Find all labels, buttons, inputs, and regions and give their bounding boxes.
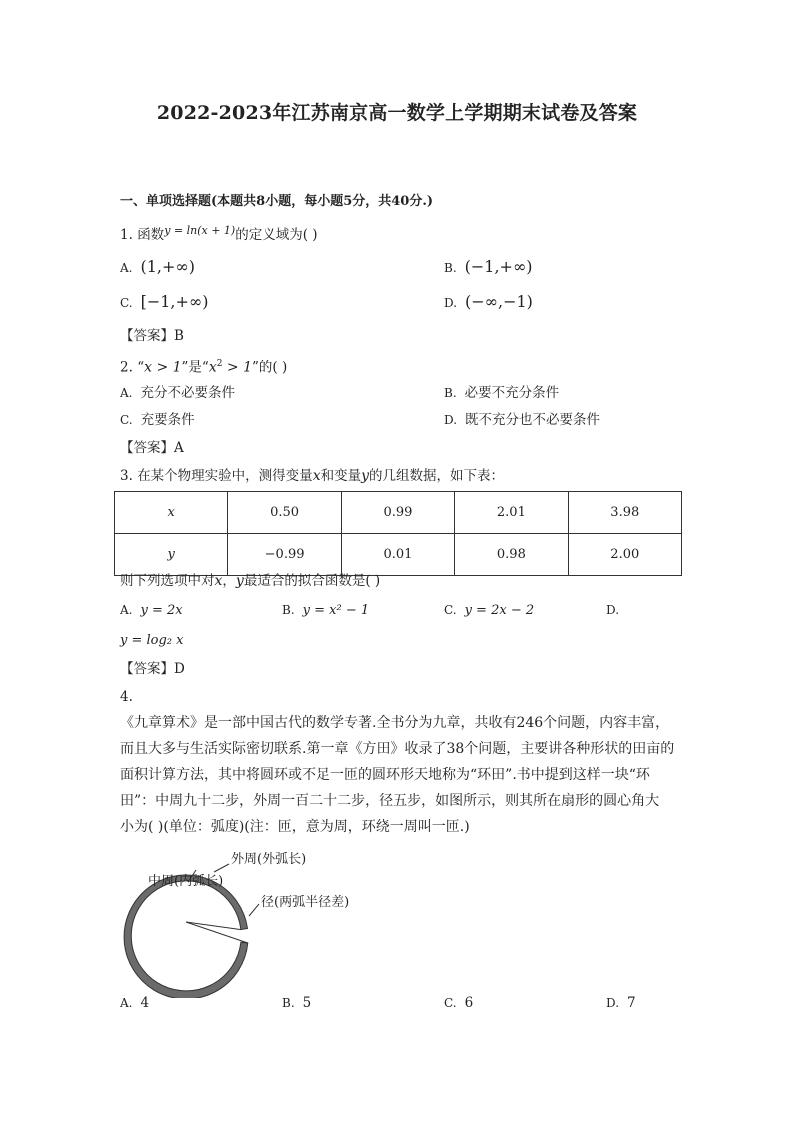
question-4-text bbox=[120, 710, 676, 840]
option-label: A. bbox=[120, 261, 133, 275]
option-a bbox=[120, 384, 235, 402]
question-4-number: 4. bbox=[120, 689, 133, 705]
paragraph-line: 田”：中周九十二步，外周一百二十二步，径五步，如图所示，则其所在扇形的圆心角大 bbox=[120, 793, 660, 809]
option-d bbox=[444, 293, 533, 312]
question-3 bbox=[120, 467, 504, 485]
condition-2-rest: > 1 bbox=[222, 359, 253, 376]
table-cell: 0.98 bbox=[455, 534, 568, 576]
radius-line bbox=[186, 922, 241, 930]
leader-line bbox=[214, 864, 229, 872]
answer: 【答案】D bbox=[120, 661, 185, 677]
option-b bbox=[282, 994, 311, 1012]
formula: y = ln(x + 1) bbox=[164, 224, 236, 237]
option-value: 既不充分也不必要条件 bbox=[465, 412, 601, 428]
table-cell: x bbox=[115, 492, 228, 534]
answer: 【答案】B bbox=[120, 328, 184, 344]
table-cell: 0.99 bbox=[341, 492, 454, 534]
option-a bbox=[120, 601, 183, 620]
question-text: 的定义域为( ) bbox=[235, 227, 318, 243]
variable-x: x bbox=[214, 573, 223, 589]
option-label: D. bbox=[444, 413, 458, 427]
option-d bbox=[606, 994, 636, 1012]
option-value: 充要条件 bbox=[140, 412, 195, 428]
option-label: B. bbox=[444, 386, 457, 400]
option-label: A. bbox=[120, 603, 133, 617]
table-row bbox=[115, 492, 682, 534]
paragraph-line: 面积计算方法，其中将圆环或不足一匝的圆环形天地称为“环田”.书中提到这样一块“环 bbox=[120, 767, 650, 783]
question-text: 和变量 bbox=[320, 468, 362, 484]
label-radius: 径(两弧半径差) bbox=[261, 895, 350, 910]
question-number: 1. bbox=[120, 227, 133, 243]
option-d bbox=[444, 411, 600, 429]
option-value: 6 bbox=[464, 995, 474, 1011]
option-label: B. bbox=[444, 261, 457, 275]
question-1 bbox=[120, 226, 318, 245]
option-b bbox=[282, 601, 369, 620]
label-inner: 中周(内弧长) bbox=[148, 874, 224, 889]
question-text: ”是“ bbox=[181, 359, 209, 376]
option-label: D. bbox=[606, 603, 620, 617]
option-value: 充分不必要条件 bbox=[140, 385, 235, 401]
option-value: y = 2x bbox=[140, 603, 183, 618]
option-label: A. bbox=[120, 386, 133, 400]
leader-line bbox=[249, 904, 259, 916]
data-table bbox=[114, 491, 682, 576]
option-label: D. bbox=[444, 296, 458, 310]
quote-open: “ bbox=[137, 359, 145, 376]
option-value: 5 bbox=[302, 995, 312, 1011]
variable-y: y bbox=[235, 573, 244, 589]
option-label: B. bbox=[282, 603, 295, 617]
option-c bbox=[120, 293, 208, 312]
option-label: D. bbox=[606, 996, 620, 1010]
option-value: (1,+∞) bbox=[140, 257, 195, 276]
question-number: 2. bbox=[120, 359, 133, 376]
option-d bbox=[606, 601, 627, 619]
option-value: 7 bbox=[627, 995, 636, 1011]
question-text: 最适合的拟合函数是( ) bbox=[243, 573, 381, 589]
option-c bbox=[120, 411, 195, 429]
paragraph-line: 而且大多与生活实际密切联系.第一章《方田》收录了38个问题，主要讲各种形状的田亩的 bbox=[120, 741, 675, 757]
option-value: y = x² − 1 bbox=[302, 603, 370, 618]
condition-2-exponent: 2 bbox=[216, 359, 223, 369]
paragraph-line: 小为( )(单位：弧度)(注：匝，意为周，环绕一周叫一匝.) bbox=[120, 819, 470, 835]
option-a bbox=[120, 994, 149, 1012]
question-text: 在某个物理实验中，测得变量 bbox=[137, 468, 313, 484]
ring-field-figure bbox=[118, 848, 378, 998]
option-label: A. bbox=[120, 996, 133, 1010]
question-text: 的几组数据，如下表： bbox=[369, 468, 505, 484]
option-value: 4 bbox=[140, 995, 150, 1011]
option-b bbox=[444, 258, 533, 277]
table-row bbox=[115, 534, 682, 576]
radius-line bbox=[186, 922, 248, 943]
table-cell: 2.00 bbox=[568, 534, 681, 576]
question-2 bbox=[120, 355, 287, 377]
option-value: (−∞,−1) bbox=[465, 292, 533, 311]
option-c bbox=[444, 601, 534, 620]
answer: 【答案】A bbox=[120, 440, 184, 456]
option-label: B. bbox=[282, 996, 295, 1010]
option-value: [−1,+∞) bbox=[140, 292, 209, 311]
question-text: 函数 bbox=[137, 227, 165, 243]
condition-1: x > 1 bbox=[144, 359, 182, 376]
question-number: 3. bbox=[120, 468, 133, 484]
page-title: 2022-2023年江苏南京高一数学上学期期末试卷及答案 bbox=[156, 102, 638, 124]
table-cell: y bbox=[115, 534, 228, 576]
option-label: C. bbox=[444, 603, 457, 617]
option-value: 必要不充分条件 bbox=[464, 385, 560, 401]
condition-2-base: x bbox=[208, 359, 217, 376]
separator: ， bbox=[222, 573, 236, 589]
option-b bbox=[444, 384, 559, 402]
question-3-follow bbox=[120, 572, 380, 590]
option-d-value bbox=[120, 631, 183, 650]
option-a bbox=[120, 258, 195, 277]
variable-x: x bbox=[312, 468, 321, 484]
section-heading: 一、单项选择题(本题共8小题，每小题5分，共40分.) bbox=[120, 194, 434, 209]
table-cell: 0.50 bbox=[228, 492, 341, 534]
option-label: C. bbox=[444, 996, 457, 1010]
option-value: y = 2x − 2 bbox=[464, 603, 535, 618]
label-outer: 外周(外弧长) bbox=[231, 852, 307, 867]
variable-y: y bbox=[361, 468, 370, 484]
table-cell: −0.99 bbox=[228, 534, 341, 576]
table-cell: 3.98 bbox=[568, 492, 681, 534]
option-value: y = log₂ x bbox=[120, 633, 184, 648]
option-label: C. bbox=[120, 296, 133, 310]
option-c bbox=[444, 994, 473, 1012]
question-text: ”的( ) bbox=[252, 359, 288, 376]
option-label: C. bbox=[120, 413, 133, 427]
paragraph-line: 《九章算术》是一部中国古代的数学专著.全书分为九章，共收有246个问题，内容丰富， bbox=[120, 715, 670, 731]
option-value: (−1,+∞) bbox=[464, 257, 533, 276]
table-cell: 0.01 bbox=[341, 534, 454, 576]
table-cell: 2.01 bbox=[455, 492, 568, 534]
question-text: 则下列选项中对 bbox=[120, 573, 215, 589]
